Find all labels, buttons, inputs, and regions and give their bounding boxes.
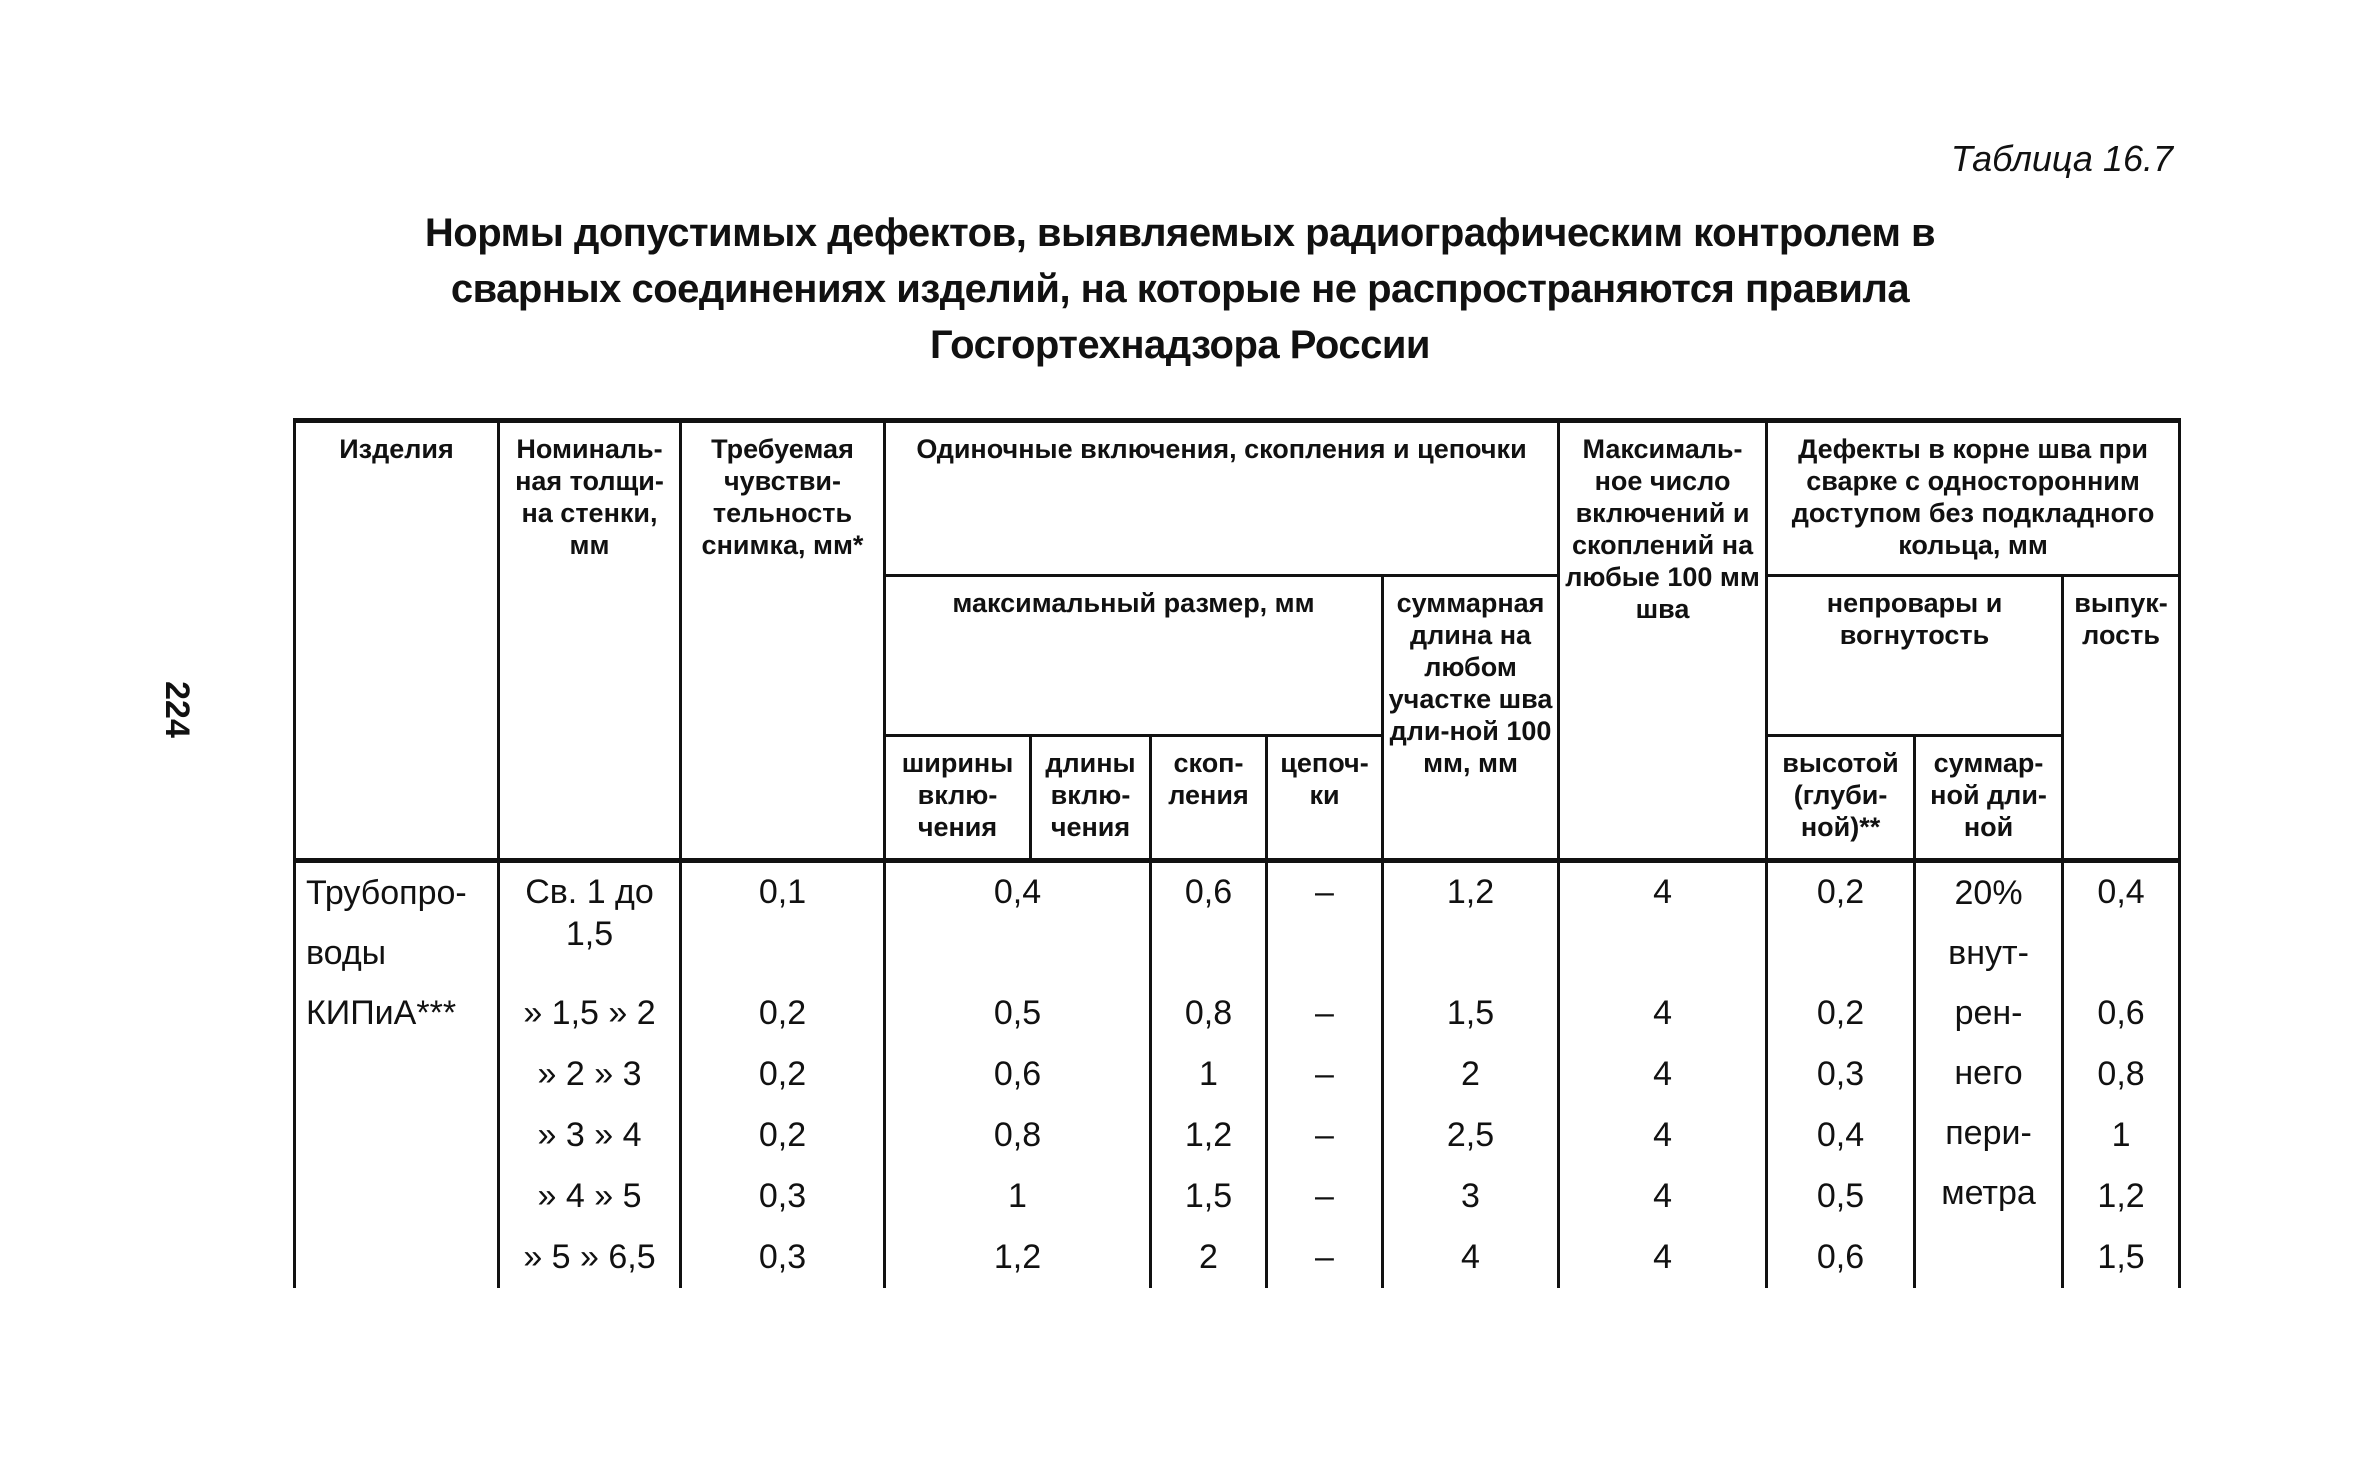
sensitivity-cell: 0,2 (681, 983, 885, 1044)
header-width: ширины вклю-чения (885, 736, 1031, 861)
convexity-cell: 0,4 (2063, 861, 2180, 983)
sensitivity-cell: 0,2 (681, 1044, 885, 1105)
height-cell: 0,2 (1767, 983, 1915, 1044)
cluster-cell: 2 (1151, 1227, 1267, 1288)
product-cell (295, 861, 499, 1289)
chain-cell: – (1267, 861, 1383, 983)
sensitivity-cell: 0,3 (681, 1166, 885, 1227)
sensitivity-cell: 0,1 (681, 861, 885, 983)
cluster-cell: 1,2 (1151, 1105, 1267, 1166)
convexity-cell: 1,5 (2063, 1227, 2180, 1288)
height-cell: 0,5 (1767, 1166, 1915, 1227)
cluster-cell: 0,8 (1151, 983, 1267, 1044)
count-cell: 4 (1559, 1044, 1767, 1105)
width-length-cell: 0,6 (885, 1044, 1151, 1105)
cluster-cell: 0,6 (1151, 861, 1267, 983)
title-line: Госгортехнадзора России (929, 323, 1431, 367)
perimeter-cell (1915, 861, 2063, 1289)
header-convexity: выпук-лость (2063, 576, 2180, 861)
header-height: высотой (глуби-ной)** (1767, 736, 1915, 861)
perimeter-line: метра (1941, 1174, 2036, 1212)
height-cell: 0,4 (1767, 1105, 1915, 1166)
count-cell: 4 (1559, 1166, 1767, 1227)
header-lack-of-fusion: непровары и вогнутость (1767, 576, 2063, 736)
width-length-cell: 0,8 (885, 1105, 1151, 1166)
wall-cell: » 3 » 4 (499, 1105, 681, 1166)
wall-cell: » 5 » 6,5 (499, 1227, 681, 1288)
total-length-cell: 4 (1383, 1227, 1559, 1288)
perimeter-line: него (1954, 1054, 2023, 1092)
wall-cell: » 2 » 3 (499, 1044, 681, 1105)
header-root-defects: Дефекты в корне шва при сварке с односторонним доступом без подкладного кольца, мм (1767, 421, 2180, 576)
product-line: КИПиА*** (306, 994, 457, 1032)
header-max-size: максимальный размер, мм (885, 576, 1383, 736)
header-total: суммар-ной дли-ной (1915, 736, 2063, 861)
header-single-inclusions: Одиночные включения, скопления и цепочки (885, 421, 1559, 576)
title-line: Нормы допустимых дефектов, выявляемых радиографическим контролем в (424, 211, 1936, 255)
header-max-count: Максималь-ное число включений и скоплений на любые 100 мм шва (1559, 421, 1767, 861)
perimeter-line: рен- (1954, 994, 2023, 1032)
wall-cell: » 1,5 » 2 (499, 983, 681, 1044)
wall-cell: Св. 1 до 1,5 (499, 861, 681, 983)
total-length-cell: 1,5 (1383, 983, 1559, 1044)
header-length: длины вклю-чения (1031, 736, 1151, 861)
sensitivity-cell: 0,2 (681, 1105, 885, 1166)
perimeter-line: внут- (1948, 934, 2029, 972)
count-cell: 4 (1559, 983, 1767, 1044)
table-caption: Таблица 16.7 (1950, 138, 2173, 179)
header-total-length: суммарная длина на любом участке шва дли-ной 100 мм, мм (1383, 576, 1559, 861)
header-wall-thickness: Номиналь-ная толщи-на стенки, мм (499, 421, 681, 861)
total-length-cell: 2 (1383, 1044, 1559, 1105)
convexity-cell: 1,2 (2063, 1166, 2180, 1227)
perimeter-line: пери- (1945, 1114, 2032, 1152)
chain-cell: – (1267, 1105, 1383, 1166)
chain-cell: – (1267, 1044, 1383, 1105)
chain-cell: – (1267, 1166, 1383, 1227)
product-line: воды (306, 934, 387, 972)
height-cell: 0,2 (1767, 861, 1915, 983)
total-length-cell: 3 (1383, 1166, 1559, 1227)
header-chain: цепоч-ки (1267, 736, 1383, 861)
width-length-cell: 1,2 (885, 1227, 1151, 1288)
header-product: Изделия (295, 421, 499, 861)
width-length-cell: 1 (885, 1166, 1151, 1227)
count-cell: 4 (1559, 1227, 1767, 1288)
sensitivity-cell: 0,3 (681, 1227, 885, 1288)
wall-cell: » 4 » 5 (499, 1166, 681, 1227)
height-cell: 0,6 (1767, 1227, 1915, 1288)
width-length-cell: 0,4 (885, 861, 1151, 983)
count-cell: 4 (1559, 1105, 1767, 1166)
chain-cell: – (1267, 1227, 1383, 1288)
header-sensitivity: Требуемая чувстви-тельность снимка, мм* (681, 421, 885, 861)
total-length-cell: 2,5 (1383, 1105, 1559, 1166)
table-title (330, 205, 2030, 373)
width-length-cell: 0,5 (885, 983, 1151, 1044)
height-cell: 0,3 (1767, 1044, 1915, 1105)
perimeter-line: 20% (1954, 874, 2023, 912)
cluster-cell: 1 (1151, 1044, 1267, 1105)
page-number: 224 (157, 681, 196, 738)
title-line: сварных соединениях изделий, на которые не распространяются правила (450, 267, 1910, 311)
cluster-cell: 1,5 (1151, 1166, 1267, 1227)
convexity-cell: 0,6 (2063, 983, 2180, 1044)
chain-cell: – (1267, 983, 1383, 1044)
total-length-cell: 1,2 (1383, 861, 1559, 983)
count-cell: 4 (1559, 861, 1767, 983)
defects-table (293, 418, 2181, 1288)
convexity-cell: 0,8 (2063, 1044, 2180, 1105)
convexity-cell: 1 (2063, 1105, 2180, 1166)
header-cluster: скоп-ления (1151, 736, 1267, 861)
product-line: Трубопро- (306, 874, 467, 912)
